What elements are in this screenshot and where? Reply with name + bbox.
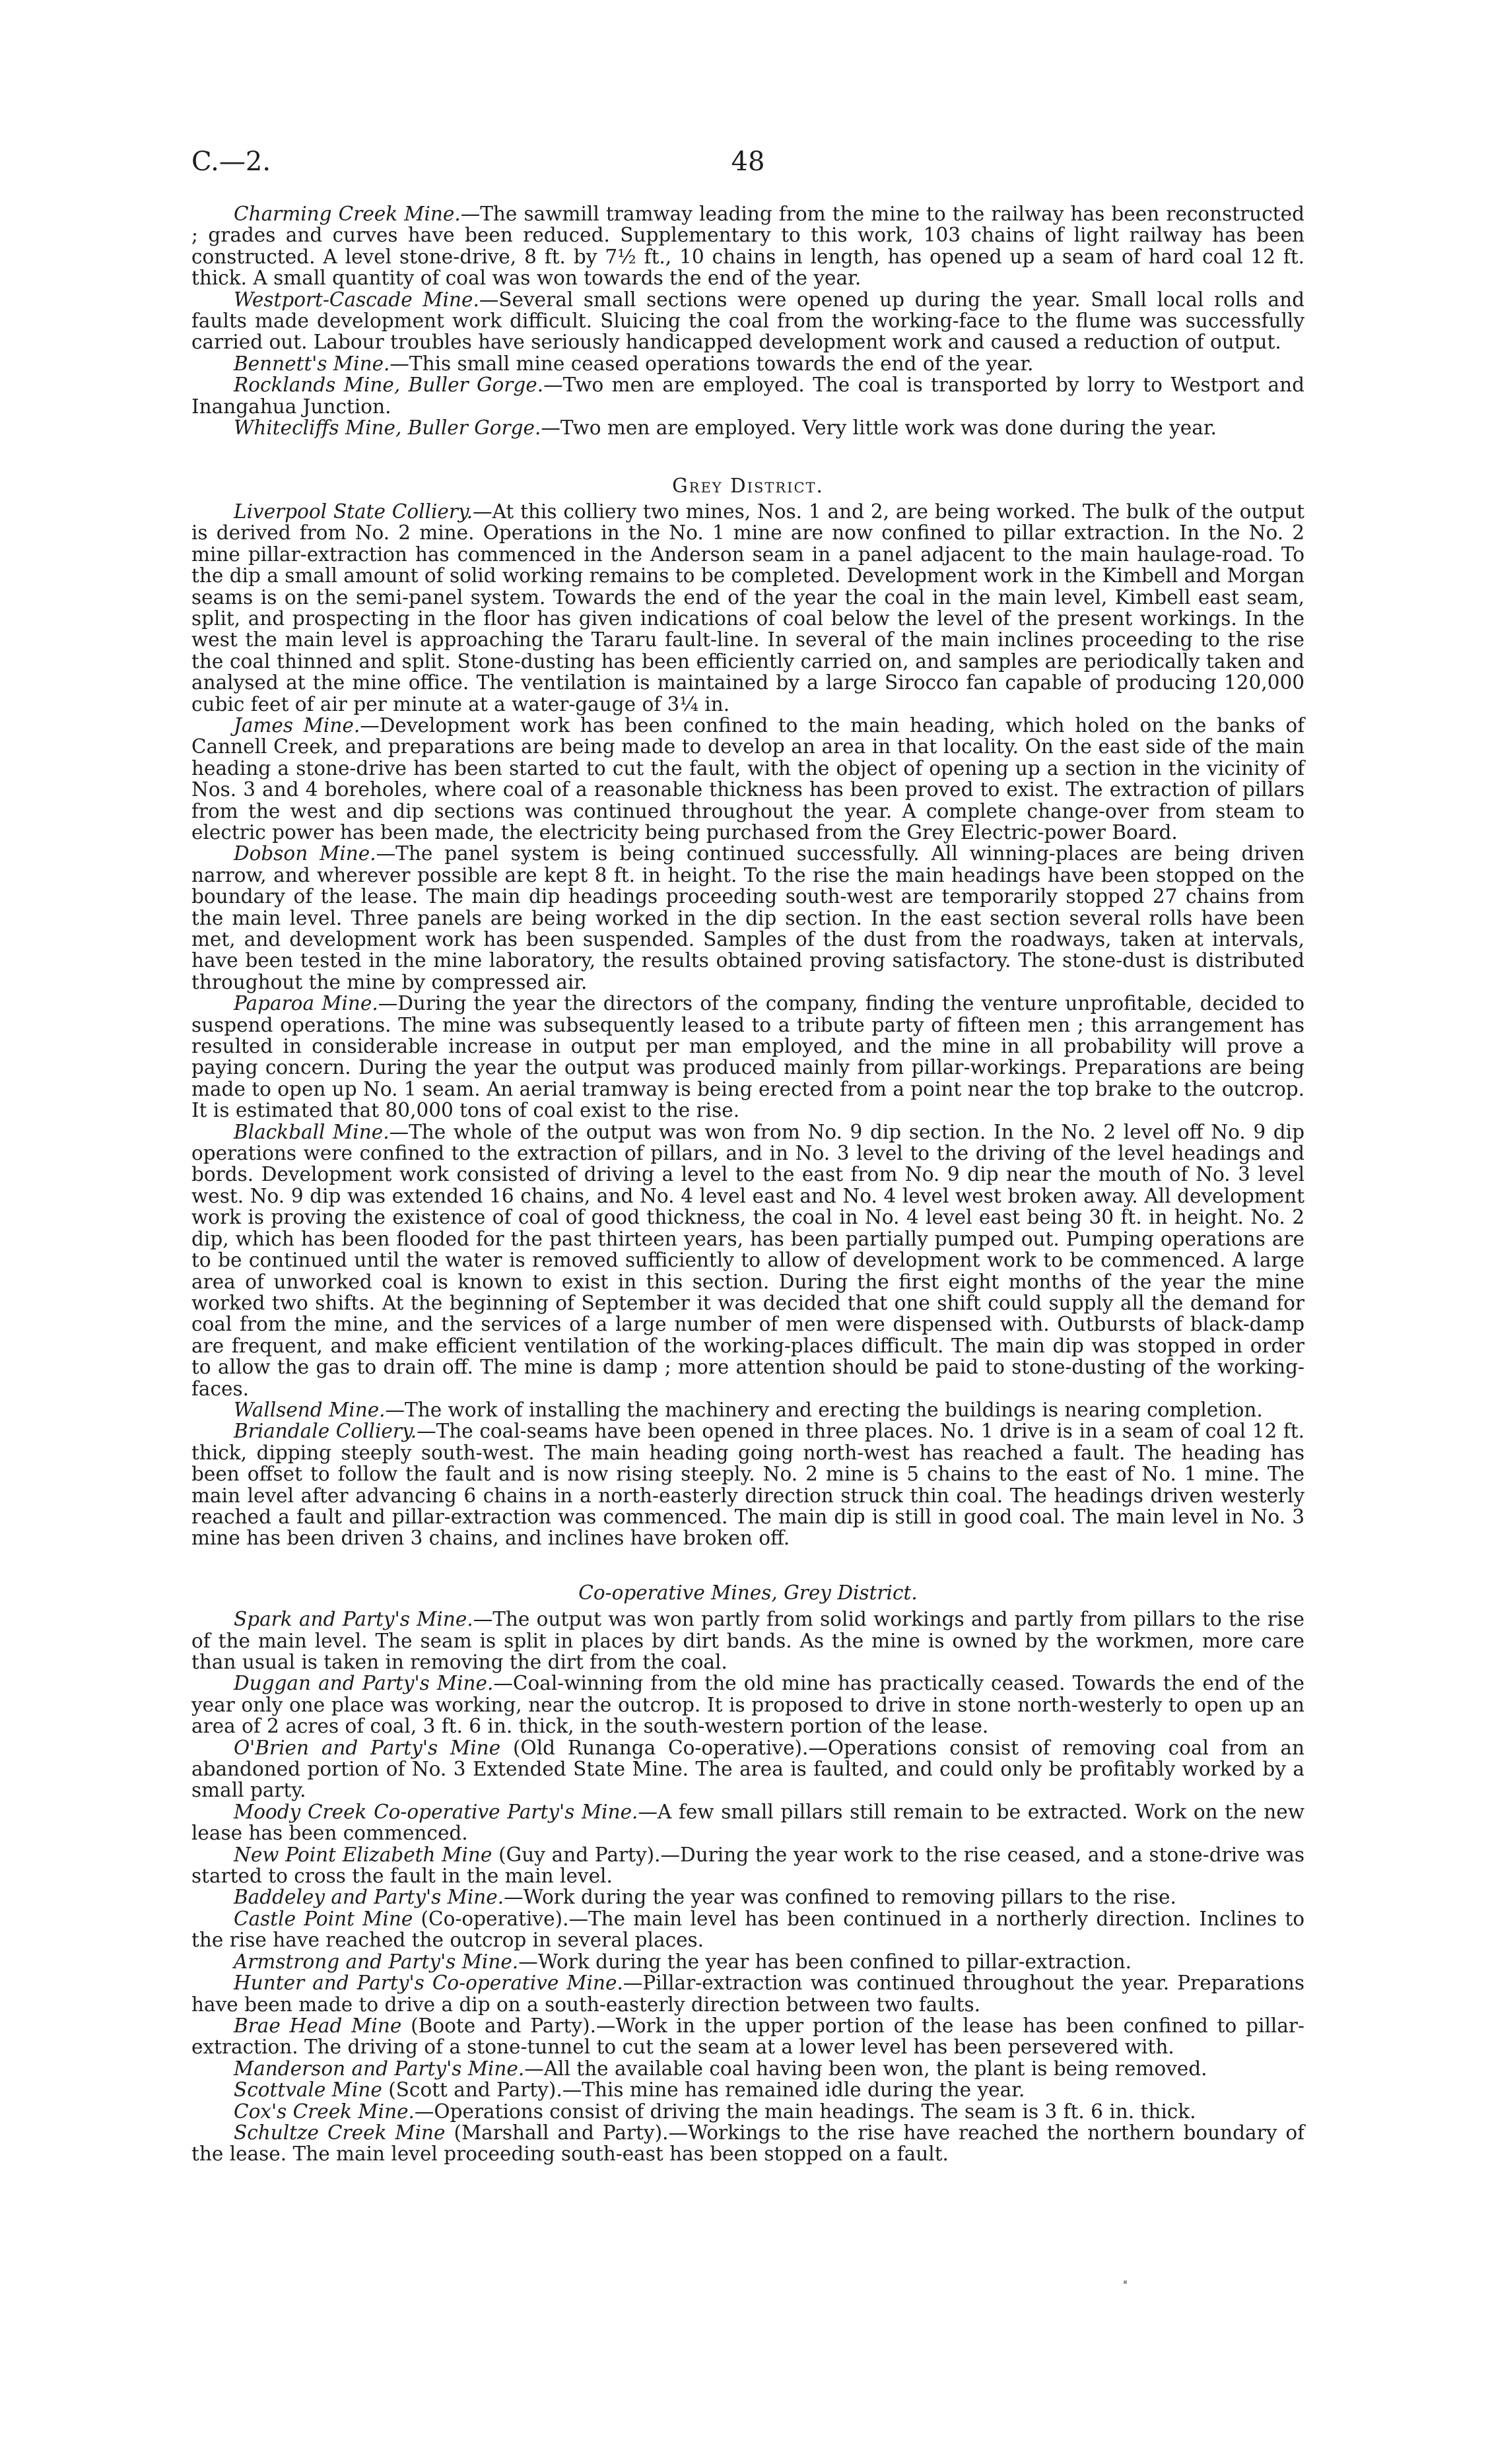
mine-text: —The output was won partly from solid workings and partly from pillars to the rise of the main level. The seam is split in places by dirt bands. As the mine is owned by the workmen, more care than usual is taken in removing the dirt from the coal.	[191, 1608, 1305, 1673]
mine-paragraph	[191, 2101, 1304, 2122]
mine-text: (Co-operative).—The main level has been continued in a northerly direction. Inclines to the rise have reached the outcrop in several places.	[191, 1907, 1304, 1952]
mine-text: —The coal-seams have been opened in three places. No. 1 drive is in a seam of coal 12 ft. thick, dipping steeply south-west. The main heading going north-west has reached a fault. The heading has been offset to follow the fault and is now rising steeply. No. 2 mine is 5 chains to the east of No. 1 mine. The main level after advancing 6 chains in a north-easterly direction struck thin coal. The headings driven westerly reached a fault and pillar-extraction was commenced. The main dip is still in good coal. The main level in No. 3 mine has been driven 3 chains, and inclines have broken off.	[191, 1420, 1304, 1550]
mine-text: (Scott and Party).—This mine has remained idle during the year.	[382, 2079, 1025, 2102]
cooperative-mines-heading: Co-operative Mines, Grey District.	[578, 1581, 918, 1604]
grey-district-heading: Grey District.	[672, 475, 824, 498]
mine-paragraph	[191, 1121, 1304, 1399]
mine-paragraph	[191, 2015, 1304, 2058]
mine-paragraph	[191, 1609, 1304, 1673]
mine-paragraph	[191, 1673, 1304, 1737]
mine-name: New Point Elizabeth Mine	[234, 1843, 492, 1866]
mine-name: Moody Creek Co-operative Party's Mine.	[234, 1800, 638, 1823]
mine-paragraph	[191, 1801, 1304, 1844]
mine-name: Bennett's Mine.	[234, 352, 390, 375]
mine-name: Baddeley and Party's Mine.	[234, 1886, 504, 1909]
scan-speck	[1124, 2281, 1127, 2284]
mine-name: Wallsend Mine.	[234, 1398, 386, 1421]
mine-paragraph	[191, 1399, 1304, 1420]
mine-name: Blackball Mine.	[234, 1120, 389, 1143]
mine-paragraph	[191, 374, 1304, 417]
mine-name: O'Brien and Party's Mine	[234, 1736, 501, 1759]
mine-paragraph	[191, 1737, 1304, 1801]
mine-name: Rocklands Mine, Buller Gorge.	[234, 374, 544, 397]
grey-section	[191, 501, 1304, 1549]
mine-text: —A few small pillars still remain to be extracted. Work on the new lease has been commenced.	[191, 1800, 1304, 1845]
mine-name: Briandale Colliery.	[234, 1420, 417, 1443]
mine-text: —During the year the directors of the company, finding the venture unprofitable, decided to suspend operations. The mine was subsequently leased to a tribute party of fifteen men ; this arrangement has resulted in considerable increase in output per man employed, and the mine in all probability will prove a paying concern. During the year the output was produced mainly from pillar-workings. Preparations are being made to open up No. 1 seam. An aerial tramway is being erected from a point near the top brake to the outcrop. It is estimated that 80,000 tons of coal exist to the rise.	[191, 992, 1304, 1122]
mine-name: Hunter and Party's Co-operative Mine.	[234, 1972, 623, 1995]
mine-paragraph	[191, 353, 1304, 374]
mine-text: —Two men are employed. The coal is transported by lorry to Westport and Inangahua Junction.	[191, 374, 1304, 418]
mine-paragraph	[191, 2122, 1304, 2165]
mine-name: Brae Head Mine	[234, 2014, 402, 2037]
mine-name: Scottvale Mine	[234, 2079, 382, 2102]
mine-paragraph	[191, 289, 1304, 353]
mine-name: Whitecliffs Mine, Buller Gorge.	[234, 416, 541, 440]
mine-name: Manderson and Party's Mine.	[234, 2057, 525, 2080]
document-code: C.—2.	[191, 147, 271, 177]
mine-text: —At this colliery two mines, Nos. 1 and 2, are being worked. The bulk of the output is derived from No. 2 mine. Operations in the No. 1 mine are now confined to pillar extraction. In the No. 2 mine pillar-extraction has commenced in the Anderson seam in a panel adjacent to the main haulage-road. To the dip a small amount of solid working remains to be completed. Development work in the Kimbell and Morgan seams is on the semi-panel system. Towards the end of the year the coal in the main level, Kimbell east seam, split, and prospecting in the floor has given indications of coal below the level of the present workings. In the west the main level is approaching the Tararu fault-line. In several of the main inclines proceeding to the rise the coal thinned and split. Stone-dusting has been efficiently carried on, and samples are periodically taken and analysed at the mine office. The ventilation is maintained by a large Sirocco fan capable of producing 120,000 cubic feet of air per minute at a water-gauge of 3¼ in.	[191, 500, 1304, 716]
mine-paragraph	[191, 843, 1304, 993]
mine-paragraph	[191, 501, 1304, 715]
mine-text: —Work during the year was confined to removing pillars to the rise.	[504, 1886, 1176, 1909]
mine-text: (Marshall and Party).—Workings to the rise have reached the northern boundary of the lease. The main level proceeding south-east has been stopped on a fault.	[191, 2121, 1304, 2166]
mine-paragraph	[191, 417, 1304, 438]
mine-name: Duggan and Party's Mine.	[234, 1672, 494, 1695]
page-number: 48	[731, 147, 765, 177]
mine-text: (Old Runanga Co-operative).—Operations consist of removing coal from an abandoned portion of No. 3 Extended State Mine. The area is faulted, and could only be profitably worked by a small party.	[191, 1736, 1304, 1802]
mine-paragraph	[191, 1908, 1304, 1951]
mine-text: —Several small sections were opened up during the year. Small local rolls and faults made development work difficult. Sluicing the coal from the working-face to the flume was successfully carried out. Labour troubles have seriously handicapped development work and caused a reduction of output.	[191, 288, 1304, 354]
mine-name: Schultze Creek Mine	[234, 2121, 446, 2144]
cooperative-section	[191, 1609, 1304, 2165]
mine-name: Dobson Mine.	[234, 842, 376, 865]
mine-name: Westport-Cascade Mine.	[234, 288, 479, 311]
mine-name: Charming Creek Mine.	[234, 203, 461, 225]
mine-text: —Coal-winning from the old mine has practically ceased. Towards the end of the year only one place was working, near the outcrop. It is proposed to drive in stone north-westerly to open up an area of 2 acres of coal, 3 ft. 6 in. thick, in the south-western portion of the lease.	[191, 1672, 1305, 1738]
buller-section	[191, 203, 1304, 438]
mine-text: —Pillar-extraction was continued throughout the year. Preparations have been made to drive a dip on a south-easterly direction between two faults.	[191, 1972, 1304, 2016]
mine-paragraph	[191, 715, 1304, 843]
page-header	[191, 147, 1304, 186]
mine-name: Liverpool State Colliery.	[234, 500, 473, 523]
mine-paragraph	[191, 1420, 1304, 1548]
mine-text: —Development work has been confined to the main heading, which holed on the banks of Cannell Creek, and preparations are being made to develop an area in that locality. On the east side of the main heading a stone-drive has been started to cut the fault, with the object of opening up a section in the vicinity of Nos. 3 and 4 boreholes, where coal of a reasonable thickness has been proved to exist. The extraction of pillars from the west and dip sections was continued throughout the year. A complete change-over from steam to electric power has been made, the electricity being purchased from the Grey Electric-power Board.	[191, 714, 1304, 844]
mine-name: Cox's Creek Mine.	[234, 2100, 415, 2123]
mine-paragraph	[191, 1886, 1304, 1908]
mine-name: Castle Point Mine	[234, 1907, 413, 1930]
mine-name: Armstrong and Party's Mine.	[234, 1950, 519, 1973]
mine-name: Spark and Party's Mine.	[234, 1608, 473, 1631]
mine-text: —The panel system is being continued successfully. All winning-places are being driven narrow, and wherever possible are kept 8 ft. in height. To the rise the main headings have been stopped on the boundary of the lease. The main dip headings proceeding south-west are temporarily stopped 27 chains from the main level. Three panels are being worked in the dip section. In the east section several rolls have been met, and development work has been suspended. Samples of the dust from the roadways, taken at intervals, have been tested in the mine laboratory, the results obtained proving satisfactory. The stone-dust is distributed throughout the mine by compressed air.	[191, 842, 1304, 993]
document-page	[191, 147, 1304, 2165]
mine-text: (Boote and Party).—Work in the upper portion of the lease has been confined to pillar-extraction. The driving of a stone-tunnel to cut the seam at a lower level has been persevered with.	[191, 2014, 1304, 2059]
mine-paragraph	[191, 1844, 1304, 1887]
mine-paragraph	[191, 993, 1304, 1121]
mine-text: —Operations consist of driving the main headings. The seam is 3 ft. 6 in. thick.	[414, 2100, 1196, 2123]
mine-text: —All the available coal having been won, the plant is being removed.	[524, 2057, 1207, 2080]
mine-paragraph	[191, 1951, 1304, 1972]
mine-paragraph	[191, 203, 1304, 289]
mine-paragraph	[191, 2058, 1304, 2079]
mine-text: —This small mine ceased operations towards the end of the year.	[389, 352, 1034, 375]
mine-paragraph	[191, 1972, 1304, 2015]
mine-text: —Two men are employed. Very little work was done during the year.	[541, 416, 1217, 440]
mine-text: —The work of installing the machinery and erecting the buildings is nearing completion.	[385, 1398, 1263, 1421]
mine-name: James Mine.	[234, 714, 360, 737]
mine-paragraph	[191, 2079, 1304, 2100]
mine-text: —Work during the year has been confined to pillar-extraction.	[518, 1950, 1132, 1973]
mine-text: —The whole of the output was won from No. 9 dip section. In the No. 2 level off No. 9 dip operations were confined to the extraction of pillars, and in No. 3 level to the driving of the level headings and bords. Development work consisted of driving a level to the east from No. 9 dip near the mouth of No. 3 level west. No. 9 dip was extended 16 chains, and No. 4 level east and No. 4 level west broken away. All development work is proving the existence of coal of good thickness, the coal in No. 4 level east being 30 ft. in height. No. 2 dip, which has been flooded for the past thirteen years, has been partially pumped out. Pumping operations are to be continued until the water is removed sufficiently to allow of development work to be commenced. A large area of unworked coal is known to exist in this section. During the first eight months of the year the mine worked two shifts. At the beginning of September it was decided that one shift could supply all the demand for coal from the mine, and the services of a large number of men were dispensed with. Outbursts of black-damp are frequent, and make efficient ventilation of the working-places difficult. The main dip was stopped in order to allow the gas to drain off. The mine is damp ; more attention should be paid to stone-dusting of the working-faces.	[191, 1120, 1304, 1400]
mine-text: (Guy and Party).—During the year work to the rise ceased, and a stone-drive was started to cross the fault in the main level.	[191, 1843, 1305, 1888]
mine-name: Paparoa Mine.	[234, 992, 378, 1015]
mine-text: —The sawmill tramway leading from the mine to the railway has been reconstructed ; grades and curves have been reduced. Supplementary to this work, 103 chains of light railway has been constructed. A level stone-drive, 8 ft. by 7½ ft., 10 chains in length, has opened up a seam of hard coal 12 ft. thick. A small quantity of coal was won towards the end of the year.	[191, 203, 1304, 290]
